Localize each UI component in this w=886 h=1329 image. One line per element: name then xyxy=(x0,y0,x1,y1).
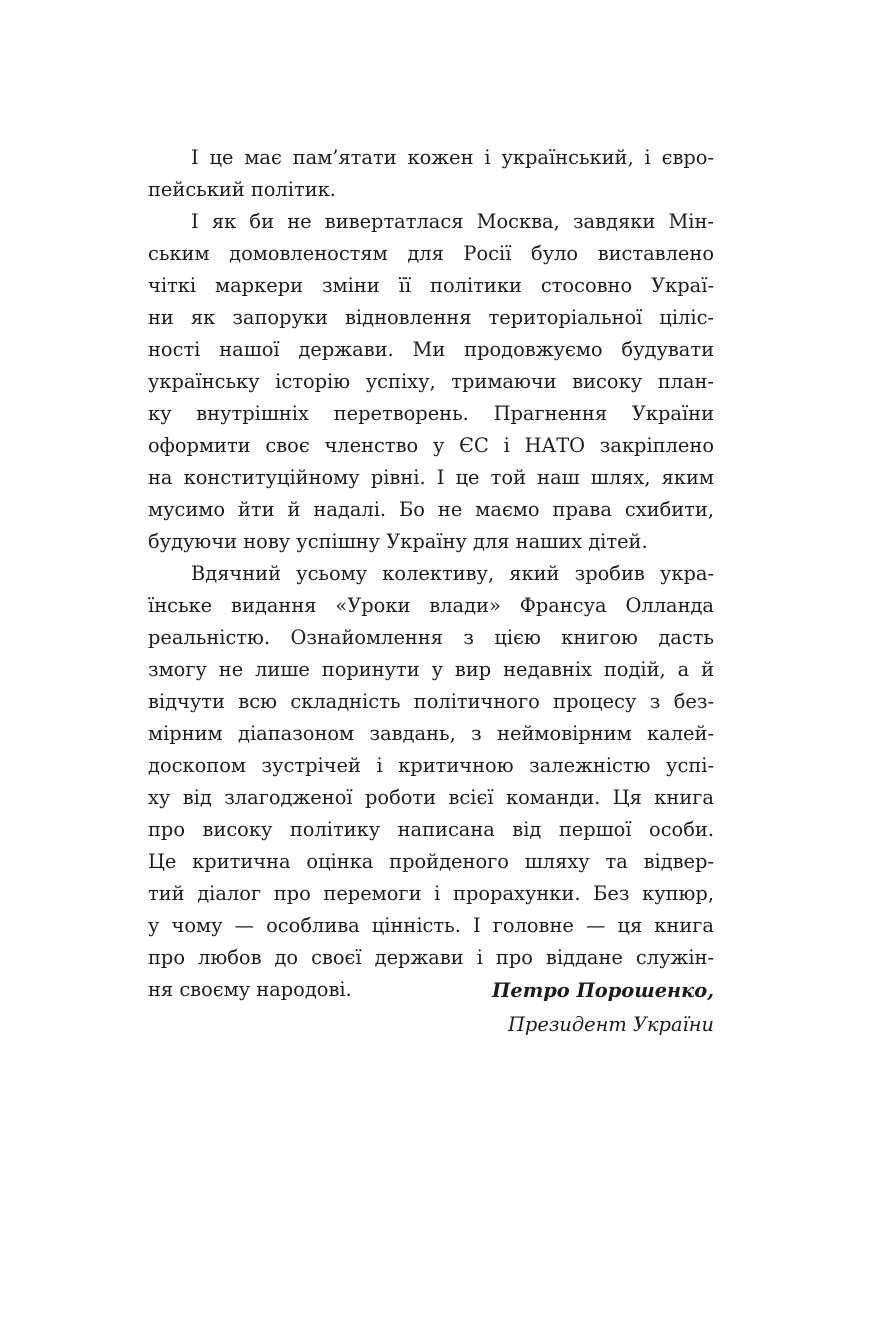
text-line: мірним діапазоном завдань, з неймовірним калей- xyxy=(148,722,714,745)
text-line: тий діалог про перемоги і прорахунки. Без купюр, xyxy=(148,882,714,905)
text-line: Це критична оцінка пройденого шляху та відвер- xyxy=(148,850,714,873)
text-line: ку внутрішніх перетворень. Прагнення України xyxy=(148,402,714,425)
text-line: про любов до своєї держави і про віддане служін- xyxy=(148,946,714,969)
text-line: будуючи нову успішну Україну для наших дітей. xyxy=(148,530,648,553)
text-line: ня своєму народові. xyxy=(148,978,352,1001)
signature-block xyxy=(492,974,714,1042)
text-line: чіткі маркери зміни її політики стосовно Украї- xyxy=(148,274,714,297)
text-line: на конституційному рівні. І це той наш шлях, яким xyxy=(148,466,714,489)
text-line: ським домовленостям для Росії було виставлено xyxy=(148,242,714,265)
text-line: змогу не лише поринути у вир недавніх подій, а й xyxy=(148,658,714,681)
body-text xyxy=(148,142,714,1006)
text-line: у чому — особлива цінність. І головне — ця книга xyxy=(148,914,714,937)
text-line: ни як запоруки відновлення територіальної ціліс- xyxy=(148,306,714,329)
text-line: Вдячний усьому колективу, який зробив укра- xyxy=(191,562,714,585)
text-line: про високу політику написана від першої особи. xyxy=(148,818,714,841)
text-line: їнське видання «Уроки влади» Франсуа Олланда xyxy=(148,594,714,617)
text-line: ху від злагодженої роботи всієї команди. Ця книга xyxy=(148,786,714,809)
text-line: ності нашої держави. Ми продовжуємо будувати xyxy=(148,338,714,361)
text-line: доскопом зустрічей і критичною залежністю успі- xyxy=(148,754,714,777)
text-line: українську історію успіху, тримаючи високу план- xyxy=(148,370,714,393)
signature-author: Петро Порошенко, xyxy=(492,979,714,1002)
text-line: пейський політик. xyxy=(148,178,336,201)
signature-role: Президент України xyxy=(508,1013,714,1036)
text-line: оформити своє членство у ЄС і НАТО закріплено xyxy=(148,434,714,457)
text-line: мусимо йти й надалі. Бо не маємо права схибити, xyxy=(148,498,714,521)
text-line: відчути всю складність політичного процесу з без- xyxy=(148,690,714,713)
text-line: І це має пам’ятати кожен і український, і євро- xyxy=(191,146,714,169)
text-line: І як би не вивертатлася Москва, завдяки Мін- xyxy=(191,210,714,233)
text-line: реальністю. Ознайомлення з цією книгою дасть xyxy=(148,626,714,649)
